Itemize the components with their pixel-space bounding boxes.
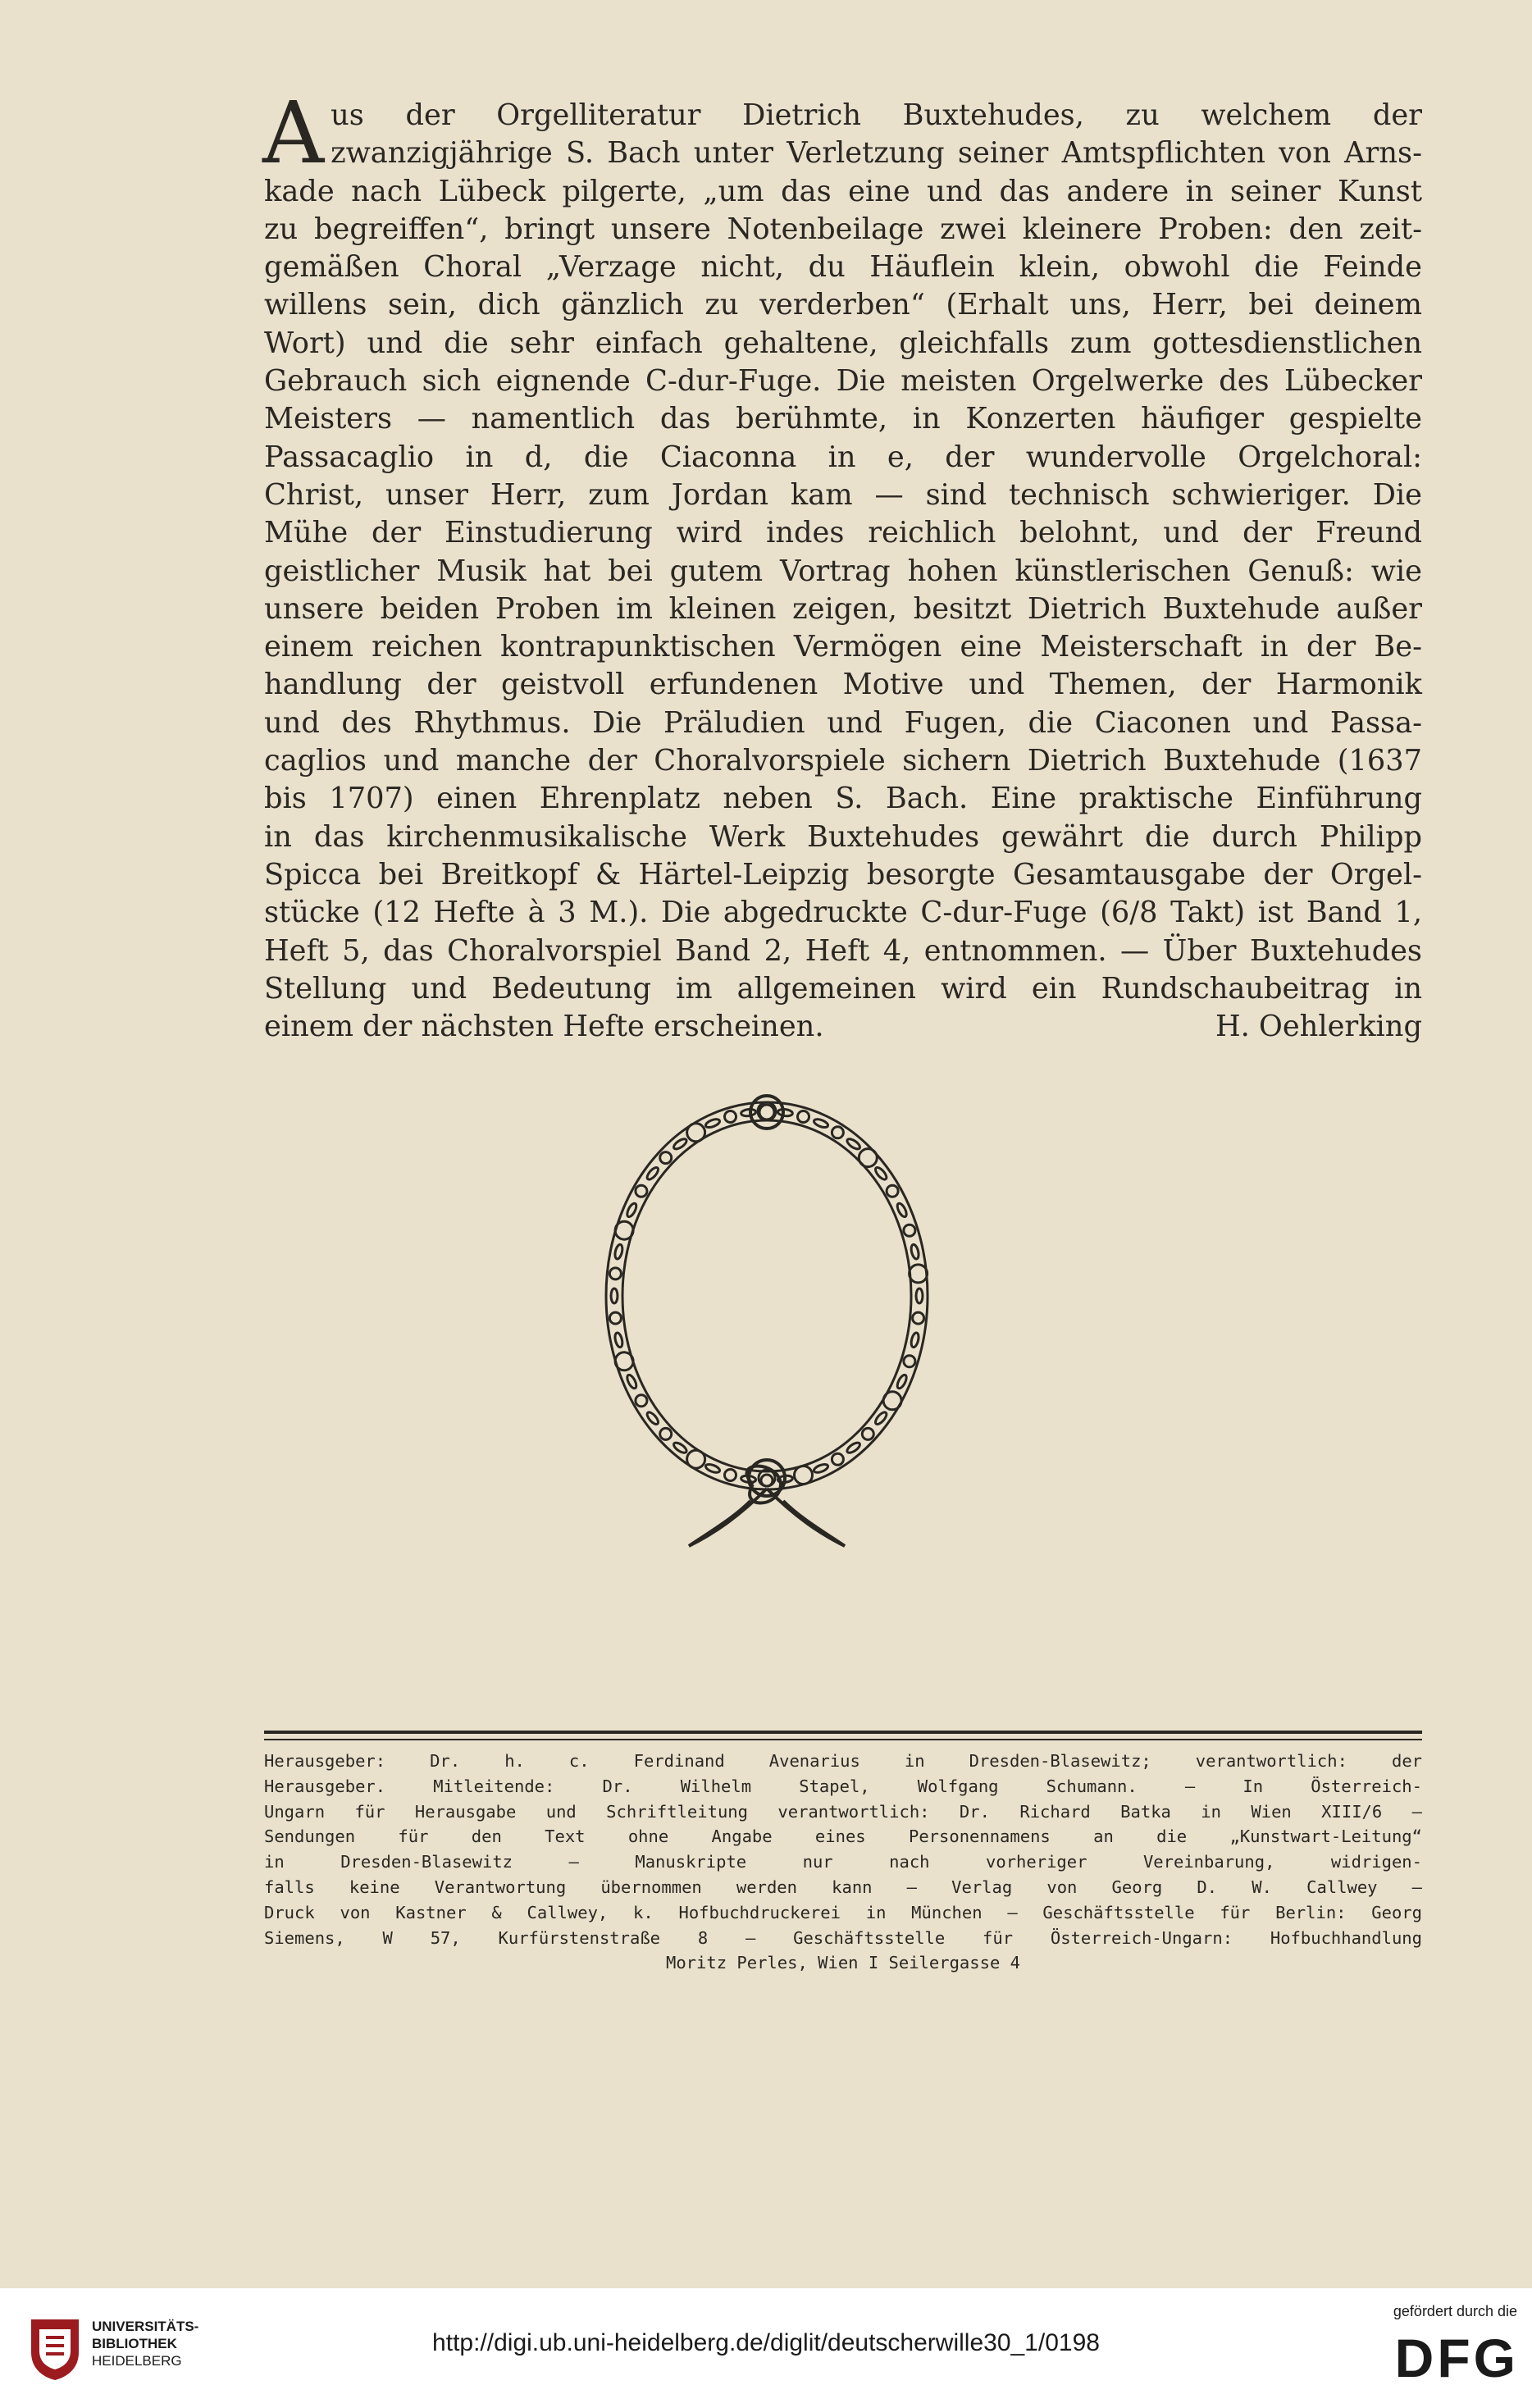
article-line: bis 1707) einen Ehrenplatz neben S. Bach. Eine praktische Einführung xyxy=(264,782,1422,816)
wreath-flower xyxy=(883,1392,901,1410)
article-line: zwanzigjährige S. Bach unter Verletzung seiner Amtspflichten von Arns- xyxy=(331,136,1422,171)
wreath-leaf xyxy=(626,1202,638,1219)
imprint-last-line: Moritz Perles, Wien I Seilergasse 4 xyxy=(666,1953,1020,1973)
wreath-flower xyxy=(615,1221,633,1239)
article-line: in das kirchenmusikalische Werk Buxtehudes gewährt die durch Philipp xyxy=(264,819,1422,854)
article-line: handlung der geistvoll erfundenen Motive und Themen, der Harmonik xyxy=(264,668,1422,702)
wreath-flower xyxy=(725,1470,736,1481)
wreath-flower xyxy=(687,1450,705,1468)
article-line: kade nach Lübeck pilgerte, „um das eine und das andere in seiner Kunst xyxy=(264,174,1422,208)
article-line: Mühe der Einstudierung wird indes reichlich belohnt, und der Freund xyxy=(264,516,1422,550)
wreath-flower xyxy=(862,1428,873,1439)
article-line: Christ, unser Herr, zum Jordan kam — sind technisch schwieriger. Die xyxy=(264,477,1422,512)
article-line: gemäßen Choral „Verzage nicht, du Häuflein klein, obwohl die Feinde xyxy=(264,250,1422,285)
article-line: Meisters — namentlich das berühmte, in Konzerten häufiger gespielte xyxy=(264,402,1422,436)
wreath-flower xyxy=(904,1225,915,1236)
wreath-flower xyxy=(832,1453,843,1465)
wreath-flower xyxy=(660,1428,672,1439)
article-line: caglios und manche der Choralvorspiele sichern Dietrich Buxtehude (1637 xyxy=(264,744,1422,778)
wreath-leaf xyxy=(673,1441,688,1455)
article-line: Passacaglio in d, die Ciaconna in e, der wundervolle Orgelchoral: xyxy=(264,440,1422,474)
imprint-rule-bottom xyxy=(264,1739,1422,1740)
imprint-line: Siemens, W 57, Kurfürstenstraße 8 — Geschäftsstelle für Österreich-Ungarn: Hofbuchhandlung xyxy=(264,1927,1422,1948)
wreath-flower xyxy=(609,1312,621,1324)
article-line: Wort) und die sehr einfach gehaltene, gleichfalls zum gottesdienstlichen xyxy=(264,326,1422,360)
article-line: Spicca bei Breitkopf & Härtel-Leipzig besorgte Gesamtausgabe der Orgel- xyxy=(264,857,1422,892)
article-line: einem reichen kontrapunktischen Vermögen eine Meisterschaft in der Be- xyxy=(264,630,1422,664)
wreath-flower xyxy=(725,1111,736,1123)
imprint-line: in Dresden-Blasewitz — Manuskripte nur nach vorheriger Vereinbarung, widrigen- xyxy=(264,1852,1422,1872)
wreath-flower xyxy=(859,1149,877,1167)
wreath-flower xyxy=(832,1127,843,1138)
article-line: und des Rhythmus. Die Präludien und Fugen, die Ciaconen und Passa- xyxy=(264,705,1422,740)
library-name-line-1: UNIVERSITÄTS- xyxy=(92,2319,199,2334)
imprint-line: falls keine Verantwortung übernommen werden kann — Verlag von Georg D. W. Callwey — xyxy=(264,1877,1422,1897)
wreath-leaf xyxy=(846,1137,861,1151)
imprint-line: Ungarn für Herausgabe und Schriftleitung verantwortlich: Dr. Richard Batka in Wien XIII/6 — xyxy=(264,1801,1422,1822)
article-closing-text: einem der nächsten Hefte erscheinen. xyxy=(264,1010,824,1044)
article-line: stücke (12 Hefte à 3 M.). Die abgedruckte C-dur-Fuge (6/8 Takt) ist Band 1, xyxy=(264,896,1422,930)
wreath-leaf xyxy=(626,1374,638,1390)
article-line: Gebrauch sich eignende C-dur-Fuge. Die meisten Orgelwerke des Lübecker xyxy=(264,364,1422,399)
wreath-flower xyxy=(636,1185,647,1197)
wreath-flower xyxy=(636,1395,647,1407)
wreath-leaf xyxy=(611,1288,618,1303)
wreath-flower xyxy=(913,1312,924,1324)
library-city: HEIDELBERG xyxy=(92,2353,182,2369)
funding-caption: gefördert durch die xyxy=(1393,2303,1517,2319)
wreath-leaf xyxy=(896,1374,908,1390)
wreath-leaf xyxy=(910,1244,920,1260)
article-line: Heft 5, das Choralvorspiel Band 2, Heft 4, entnommen. — Über Buxtehudes xyxy=(264,933,1422,968)
article-line: geistlicher Musik hat bei gutem Vortrag hohen künstlerischen Genuß: wie xyxy=(264,554,1422,588)
article-line: unsere beiden Proben im kleinen zeigen, besitzt Dietrich Buxtehude außer xyxy=(264,591,1422,626)
article-last-line xyxy=(264,1008,1422,1046)
imprint-rule-top xyxy=(264,1731,1422,1734)
wreath-leaf xyxy=(613,1332,623,1348)
dfg-logo[interactable]: DFG xyxy=(1394,2328,1519,2388)
imprint-line: Herausgeber: Dr. h. c. Ferdinand Avenarius in Dresden-Blasewitz; verantwortlich: der xyxy=(264,1751,1422,1771)
article-line: willens sein, dich gänzlich zu verderben“ (Erhalt uns, Herr, bei deinem xyxy=(264,288,1422,322)
library-name-line-2: BIBLIOTHEK xyxy=(92,2336,177,2351)
wreath-leaf xyxy=(813,1118,829,1129)
imprint-line: Sendungen für den Text ohne Angabe eines Personennamens an die „Kunstwart-Leitung“ xyxy=(264,1827,1422,1847)
wreath-flower xyxy=(904,1356,915,1367)
wreath-leaf xyxy=(704,1118,721,1129)
wreath-flower xyxy=(687,1124,705,1142)
wreath-leaf xyxy=(613,1244,623,1260)
wreath-flower xyxy=(609,1268,621,1279)
wreath-flower xyxy=(887,1185,898,1197)
imprint-lines xyxy=(264,1749,1422,1950)
wreath-leaf xyxy=(896,1202,908,1219)
wreath-flower xyxy=(660,1152,672,1164)
flower-wreath-icon xyxy=(574,1074,960,1558)
wreath-leaf xyxy=(704,1462,721,1474)
wreath-flower xyxy=(910,1265,928,1283)
article-line: us der Orgelliteratur Dietrich Buxtehudes, zu welchem der xyxy=(331,98,1422,132)
wreath-leaf xyxy=(916,1288,923,1303)
wreath-flower xyxy=(615,1352,633,1370)
article-line: Stellung und Bedeutung im allgemeinen wird ein Rundschaubeitrag in xyxy=(264,971,1422,1006)
article-lines xyxy=(264,97,1422,1008)
wreath-leaf xyxy=(846,1441,861,1455)
imprint-line: Herausgeber. Mitleitende: Dr. Wilhelm Stapel, Wolfgang Schumann. — In Österreich- xyxy=(264,1776,1422,1796)
imprint-line: Druck von Kastner & Callwey, k. Hofbuchdruckerei in München — Geschäftsstelle für Berlin: Georg xyxy=(264,1902,1422,1922)
wreath-leaf xyxy=(910,1332,920,1348)
wreath-leaf xyxy=(741,1109,756,1117)
wreath-leaf xyxy=(777,1109,793,1117)
wreath-flower xyxy=(795,1466,813,1484)
author-signature: H. Oehlerking xyxy=(1215,1010,1422,1044)
article-line: zu begreiffen“, bringt unsere Notenbeilage zwei kleinere Proben: den zeit- xyxy=(264,212,1422,246)
article-text xyxy=(262,83,1422,1046)
permalink-url[interactable]: http://digi.ub.uni-heidelberg.de/diglit/deutscherwille30_1/0198 xyxy=(432,2329,1100,2356)
wreath-leaf xyxy=(813,1462,829,1474)
imprint xyxy=(264,1749,1422,1976)
drop-cap: A xyxy=(262,83,325,183)
wreath-leaf xyxy=(673,1137,688,1151)
wreath-flower xyxy=(798,1111,809,1123)
